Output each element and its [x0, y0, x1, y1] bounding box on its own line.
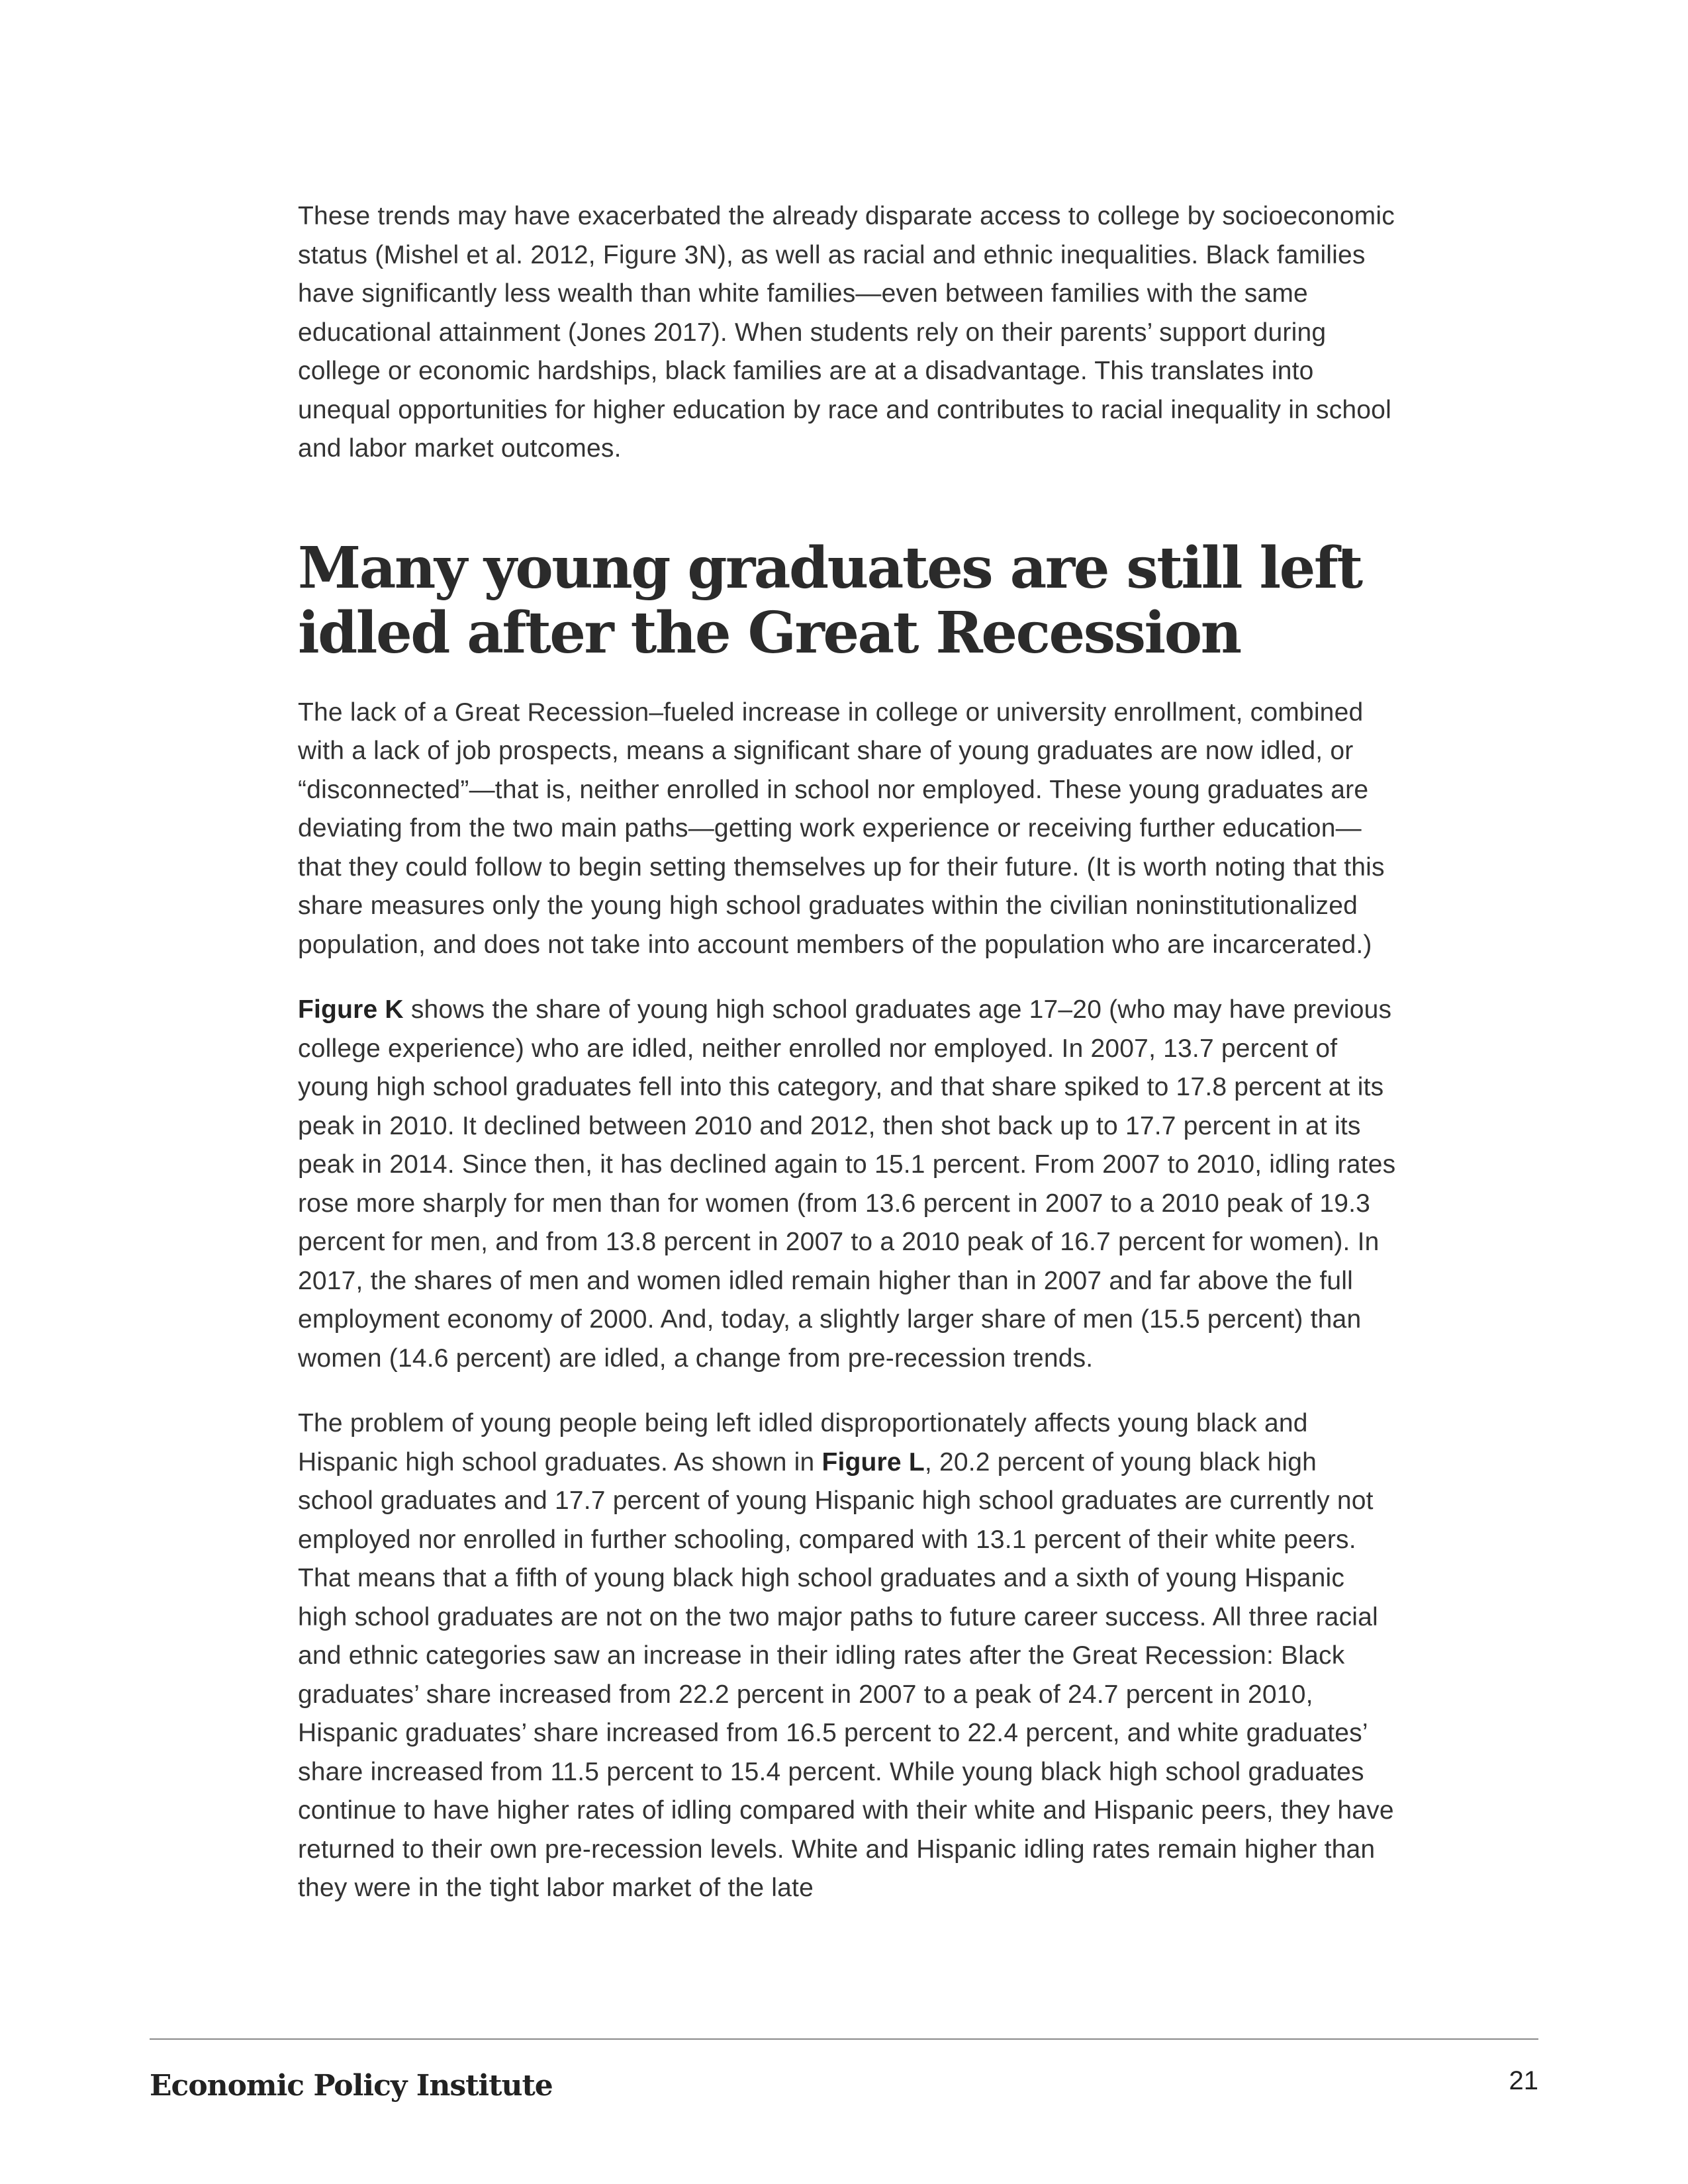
figure-k-reference: Figure K [298, 995, 404, 1024]
body-paragraph-2-text: shows the share of young high school graduates age 17–20 (who may have previous college experience) who are idled, neither enrolled nor employed. In 2007, 13.7 percent of young high school graduates fell into this category, and that share spiked to 17.8 percent at its peak in 2010. It declined between 2010 and 2012, then shot back up to 17.7 percent in at its peak in 2014. Since then, it has declined again to 15.1 percent. From 2007 to 2010, idling rates rose more sharply for men than for women (from 13.6 percent in 2007 to a 2010 peak of 19.3 percent for men, and from 13.8 percent in 2007 to a 2010 peak of 16.7 percent for women). In 2017, the shares of men and women idled remain higher than in 2007 and far above the full employment economy of 2000. And, today, a slightly larger share of men (15.5 percent) than women (14.6 percent) are idled, a change from pre-recession trends. [298, 995, 1396, 1373]
body-paragraph-3-text-before: The problem of young people being left idled disproportionately affects young black and Hispanic high school graduates. As shown in [298, 1409, 1308, 1477]
section-heading: Many young graduates are still left idled after the Great Recession [298, 534, 1362, 666]
figure-l-reference: Figure L [821, 1447, 925, 1477]
body-paragraph-3-text-after: , 20.2 percent of young black high school graduates and 17.7 percent of young Hispanic high school graduates are currently not employed nor enrolled in further schooling, compared with 13.1 percent of their white peers. That means that a fifth of young black high school graduates and a sixth of young Hispanic high school graduates are not on the two major paths to future career success. All three racial and ethnic categories saw an increase in their idling rates after the Great Recession: Black graduates’ share increased from 22.2 percent in 2007 to a peak of 24.7 percent in 2010, Hispanic graduates’ share increased from 16.5 percent to 22.4 percent, and white graduates’ share increased from 11.5 percent to 15.4 percent. While young black high school graduates continue to have higher rates of idling compared with their white and Hispanic peers, they have returned to their own pre-recession levels. White and Hispanic idling rates remain higher than they were in the tight labor market of the late [298, 1447, 1394, 1902]
page-number: 21 [1509, 2066, 1538, 2095]
body-paragraph-1: The lack of a Great Recession–fueled increase in college or university enrollment, combined with a lack of job prospects, means a significant share of young graduates are now idled, or “disconnected”—that is, neither enrolled in school nor employed. These young graduates are deviating from the two main paths—getting work experience or receiving further education—that they could follow to begin setting themselves up for their future. (It is worth noting that this share measures only the young high school graduates within the civilian noninstitutionalized population, and does not take into account members of the population who are incarcerated.) [298, 698, 1385, 959]
body-paragraph-2 [298, 991, 1397, 1378]
footer-organization: Economic Policy Institute [150, 2069, 553, 2103]
intro-paragraph: These trends may have exacerbated the already disparate access to college by socioeconomic status (Mishel et al. 2012, Figure 3N), as well as racial and ethnic inequalities. Black families have significantly less wealth than white families—even between families with the same educational attainment (Jones 2017). When students rely on their parents’ support during college or economic hardships, black families are at a disadvantage. This translates into unequal opportunities for higher education by race and contributes to racial inequality in school and labor market outcomes. [298, 202, 1395, 463]
footer-divider [150, 2038, 1538, 2040]
page-body [298, 197, 1397, 1908]
body-paragraph-3 [298, 1404, 1397, 1908]
